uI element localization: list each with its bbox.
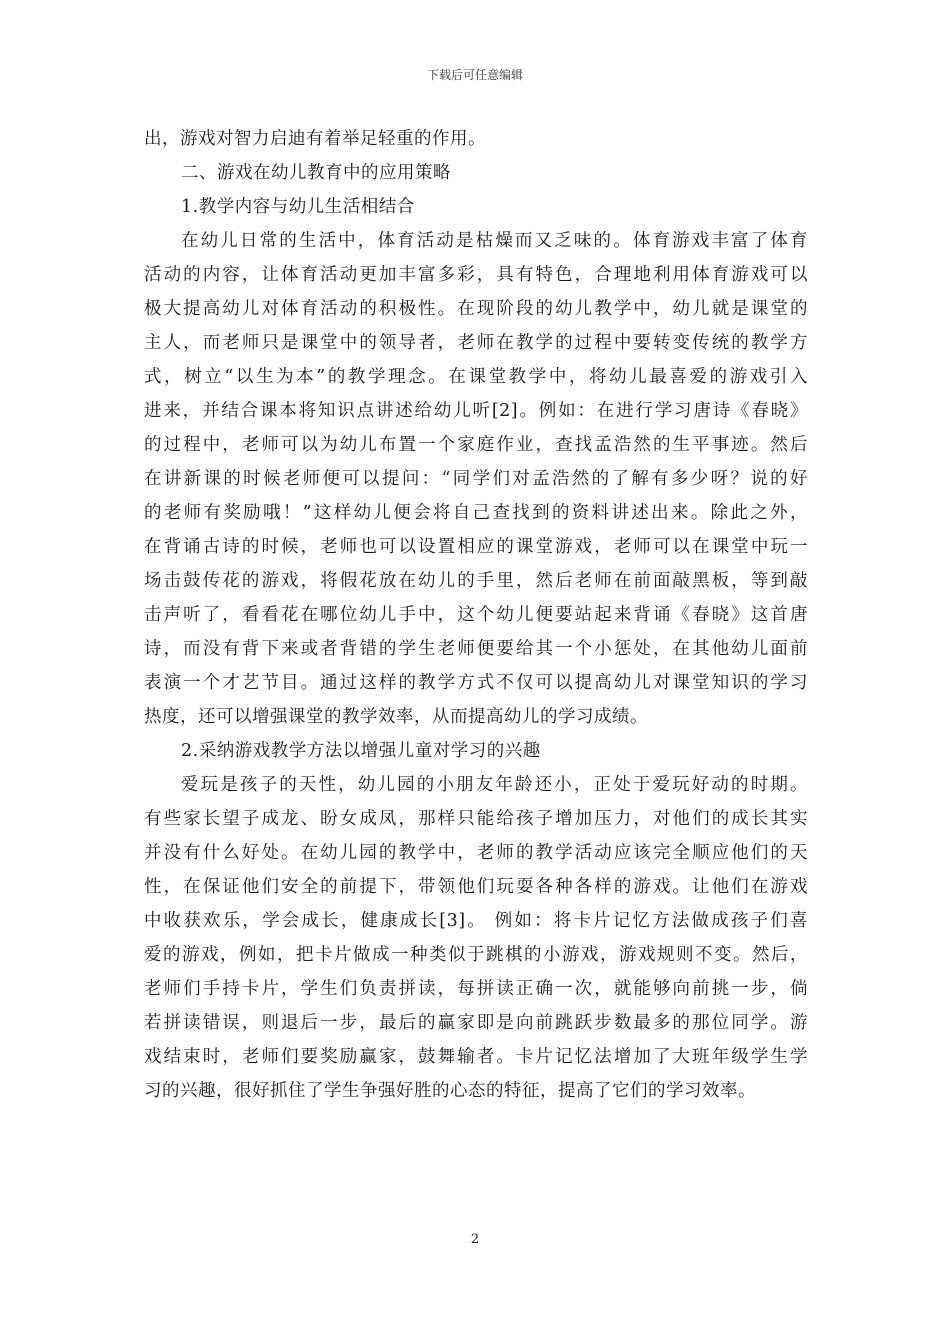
- paragraph-line: 爱玩是孩子的天性，幼儿园的小朋友年龄还小，正处于爱玩好动的时期。: [181, 775, 808, 795]
- paragraph-line: 进来，并结合课本将知识点讲述给幼儿听[2]。例如：在进行学习唐诗《春晓》: [144, 401, 808, 421]
- subsection-heading: 2.采纳游戏教学方法以增强儿童对学习的兴趣: [181, 741, 541, 761]
- paragraph-line: 场击鼓传花的游戏，将假花放在幼儿的手里，然后老师在前面敲黑板，等到敲: [144, 571, 808, 591]
- paragraph-line: 诗，而没有背下来或者背错的学生老师便要给其一个小惩处，在其他幼儿面前: [144, 639, 808, 659]
- paragraph-line: 在幼儿日常的生活中，体育活动是枯燥而又乏味的。体育游戏丰富了体育: [181, 231, 808, 251]
- paragraph-line: 击声听了，看看花在哪位幼儿手中，这个幼儿便要站起来背诵《春晓》这首唐: [144, 605, 808, 625]
- section-heading: 二、游戏在幼儿教育中的应用策略: [181, 163, 451, 183]
- paragraph-line: 表演一个才艺节目。通过这样的教学方式不仅可以提高幼儿对课堂知识的学习: [144, 673, 808, 693]
- document-body: [144, 122, 808, 1108]
- subsection-heading: 1.教学内容与幼儿生活相结合: [181, 197, 415, 217]
- paragraph-line: 有些家长望子成龙、盼女成凤，那样只能给孩子增加压力，对他们的成长其实: [144, 809, 808, 829]
- page-number: 2: [470, 1232, 480, 1247]
- paragraph-line: 老师们手持卡片，学生们负责拼读，每拼读正确一次，就能够向前挑一步，倘: [144, 979, 808, 999]
- paragraph-line: 在背诵古诗的时候，老师也可以设置相应的课堂游戏，老师可以在课堂中玩一: [144, 537, 808, 557]
- paragraph-line: 热度，还可以增强课堂的教学效率，从而提高幼儿的学习成绩。: [144, 707, 648, 727]
- paragraph-line: 性，在保证他们安全的前提下，带领他们玩耍各种各样的游戏。让他们在游戏: [144, 877, 808, 897]
- paragraph-line: 爱的游戏，例如，把卡片做成一种类似于跳棋的小游戏，游戏规则不变。然后，: [144, 945, 808, 965]
- paragraph-line: 若拼读错误，则退后一步，最后的赢家即是向前跳跃步数最多的那位同学。游: [144, 1013, 808, 1033]
- paragraph-line: 并没有什么好处。在幼儿园的教学中，老师的教学活动应该完全顺应他们的天: [144, 843, 808, 863]
- paragraph-line: 式，树立“以生为本”的教学理念。在课堂教学中，将幼儿最喜爱的游戏引入: [144, 367, 808, 387]
- paragraph-line: 极大提高幼儿对体育活动的积极性。在现阶段的幼儿教学中，幼儿就是课堂的: [144, 299, 808, 319]
- paragraph-line: 的老师有奖励哦！”这样幼儿便会将自己查找到的资料讲述出来。除此之外，: [144, 503, 808, 523]
- paragraph-line: 中收获欢乐，学会成长，健康成长[3]。 例如：将卡片记忆方法做成孩子们喜: [144, 911, 808, 931]
- paragraph-line: 习的兴趣，很好抓住了学生争强好胜的心态的特征，提高了它们的学习效率。: [144, 1081, 756, 1101]
- paragraph-line: 出，游戏对智力启迪有着举足轻重的作用。: [144, 129, 486, 149]
- page-header: 下载后可任意编辑: [426, 68, 523, 82]
- paragraph-line: 活动的内容，让体育活动更加丰富多彩，具有特色，合理地利用体育游戏可以: [144, 265, 808, 285]
- paragraph-line: 在讲新课的时候老师便可以提问：“同学们对孟浩然的了解有多少呀？说的好: [144, 469, 808, 489]
- paragraph-line: 主人，而老师只是课堂中的领导者，老师在教学的过程中要转变传统的教学方: [144, 333, 808, 353]
- paragraph-line: 戏结束时，老师们要奖励赢家，鼓舞输者。卡片记忆法增加了大班年级学生学: [144, 1047, 808, 1067]
- paragraph-line: 的过程中，老师可以为幼儿布置一个家庭作业，查找孟浩然的生平事迹。然后: [144, 435, 808, 455]
